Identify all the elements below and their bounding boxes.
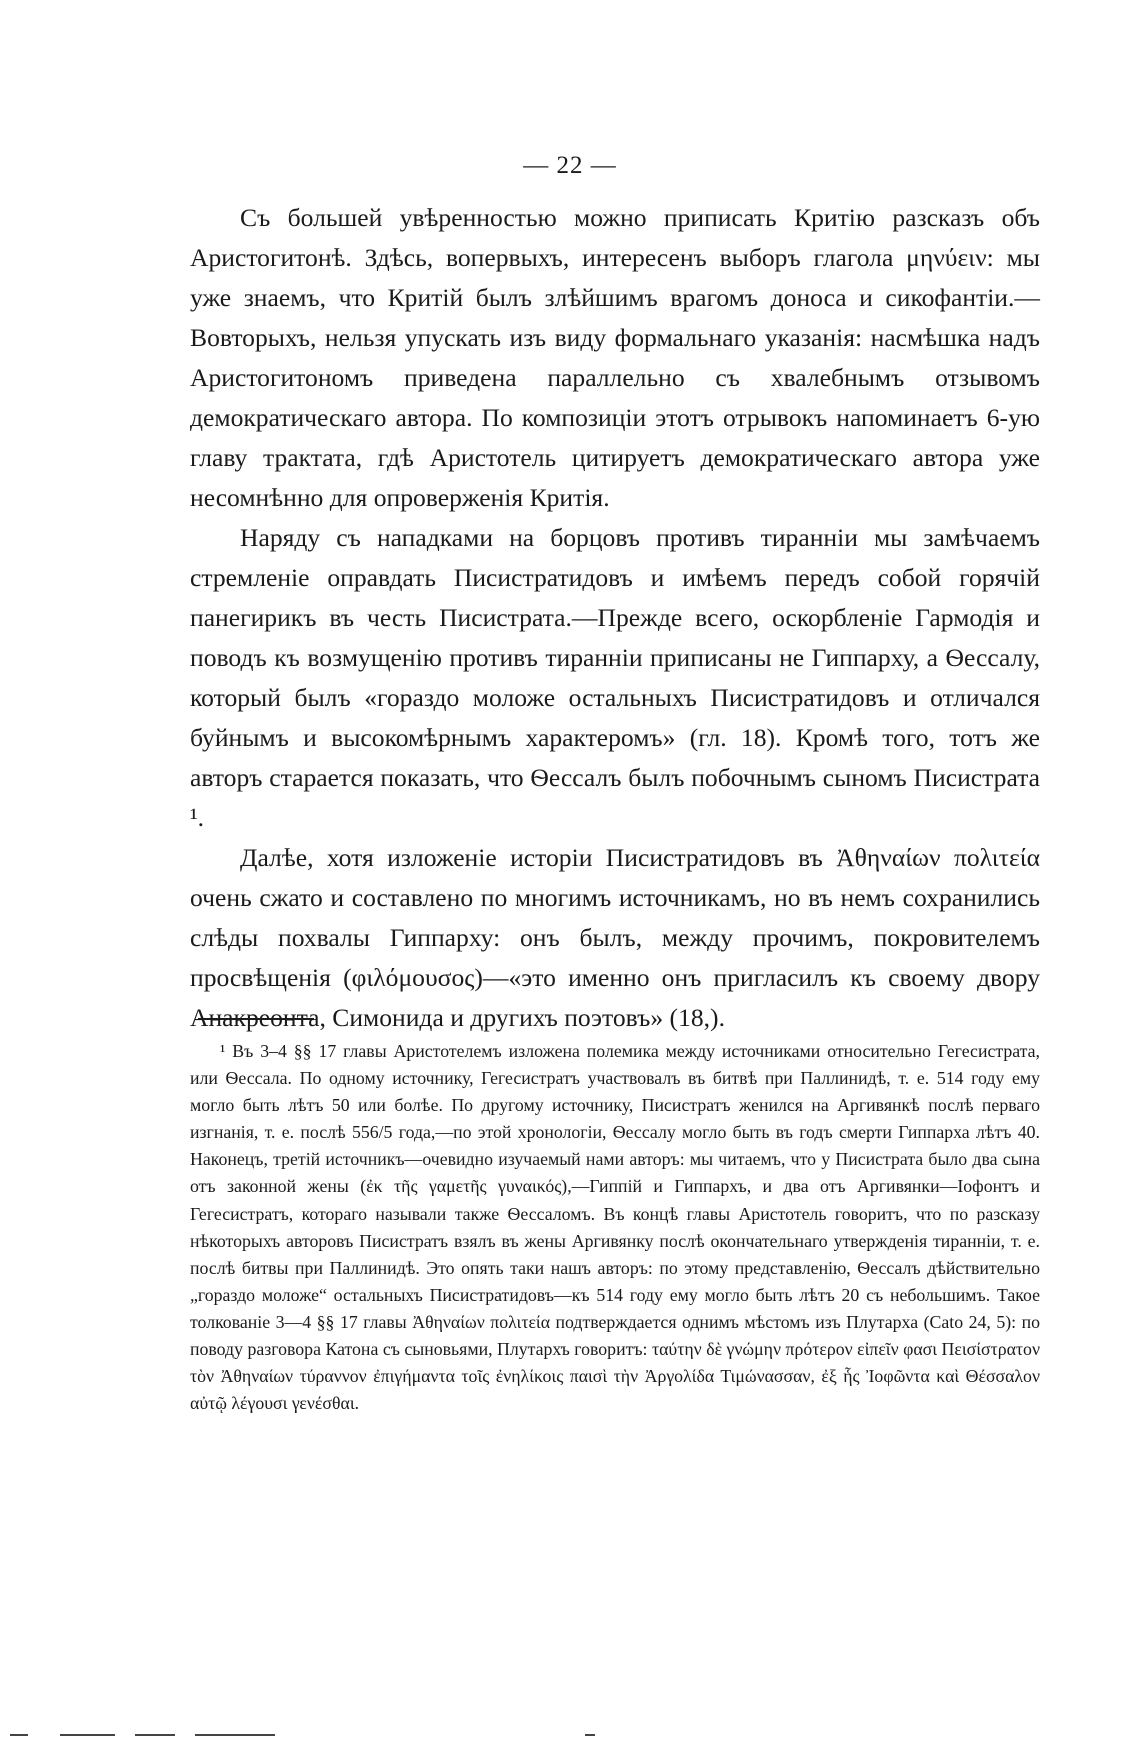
main-text <box>190 198 1040 1038</box>
paragraph: Съ большей увѣренностью можно приписать Критію разсказъ объ Аристогитонѣ. Здѣсь, вопервыхъ, интересенъ выборъ глагола μηνύειν: мы уже знаемъ, что Критій былъ злѣйшимъ врагомъ доноса и сикофантіи.—Вовторыхъ, нельзя упускать изъ виду формальнаго указанія: насмѣшка надъ Аристогитономъ приведена параллельно съ хвалебнымъ отзывомъ демократическаго автора. По композиціи этотъ отрывокъ напоминаетъ 6-ую главу трактата, гдѣ Аристотель цитируетъ демократическаго автора уже несомнѣнно для опроверженія Критія. <box>190 203 1040 512</box>
paragraph: Наряду съ нападками на борцовъ противъ тиранніи мы замѣчаемъ стремленіе оправдать Писистратидовъ и имѣемъ передъ собой горячій панегирикъ въ честь Писистрата.—Прежде всего, оскорбленіе Гармодія и поводъ къ возмущенію противъ тиранніи приписаны не Гиппарху, а Ѳессалу, который былъ «гораздо моложе остальныхъ Писистратидовъ и отличался буйнымъ и высокомѣрнымъ характеромъ» (гл. 18). Кромѣ того, тотъ же авторъ старается показать, что Ѳессалъ былъ побочнымъ сыномъ Писистрата ¹. <box>190 523 1040 832</box>
scan-edge-marks <box>0 1730 1140 1740</box>
footnote: ¹ Въ 3–4 §§ 17 главы Аристотелемъ изложена полемика между источниками относительно Гегесистрата, или Ѳессала. По одному источнику, Гегесистратъ участвовалъ въ битвѣ при Паллинидѣ, т. е. 514 году ему могло быть лѣтъ 50 или болѣе. По другому источнику, Писистратъ женился на Аргивянкѣ послѣ перваго изгнанія, т. е. послѣ 556/5 года,—по этой хронологіи, Ѳессалу могло быть въ годъ смерти Гиппарха лѣтъ 40. Наконецъ, третій источникъ—очевидно изучаемый нами авторъ: мы читаемъ, что у Писистрата было два сына отъ законной жены (ἐκ τῆς γαμετῆς γυναικός),—Гиппій и Гиппархъ, и два отъ Аргивянки—Іофонтъ и Гегесистратъ, котораго называли также Ѳессаломъ. Въ концѣ главы Аристотель говоритъ, что по разсказу нѣкоторыхъ авторовъ Писистратъ взялъ въ жены Аргивянку послѣ окончательнаго утвержденія тиранніи, т. е. послѣ битвы при Паллинидѣ. Это опять таки нашъ авторъ: по этому представленію, Ѳессалъ дѣйствительно „гораздо моложе“ остальныхъ Писистратидовъ—къ 514 году ему могло быть лѣтъ 20 съ небольшимъ. Такое толкованіе 3—4 §§ 17 главы Ἀθηναίων πολιτεία подтверждается однимъ мѣстомъ изъ Плутарха (Cato 24, 5): по поводу разговора Катона съ сыновьями, Плутархъ говоритъ: ταύτην δὲ γνώμην πρότερον εἰπεῖν φασι Πεισίστρατον τὸν Ἀθηναίων τύραννον ἐπιγήμαντα τοῖς ἐνηλίκοις παισὶ τὴν Ἀργολίδα Τιμώνασσαν, ἐξ ἧς Ἰοφῶντα καὶ Θέσσαλον αὐτῷ λέγουσι γενέσθαι. <box>190 1041 1040 1414</box>
paragraph: Далѣе, хотя изложеніе исторіи Писистратидовъ въ Ἀθηναίων πολιτεία очень сжато и составлено по многимъ источникамъ, но въ немъ сохранились слѣды похвалы Гиппарху: онъ былъ, между прочимъ, покровителемъ просвѣщенія (φιλόμουσος)—«это именно онъ пригласилъ къ своему двору Анакреонта, Симонида и другихъ поэтовъ» (18,). <box>190 843 1040 1032</box>
footnote-divider <box>198 1018 314 1020</box>
footnotes <box>190 1038 1040 1417</box>
page-number: — 22 — <box>523 152 617 179</box>
